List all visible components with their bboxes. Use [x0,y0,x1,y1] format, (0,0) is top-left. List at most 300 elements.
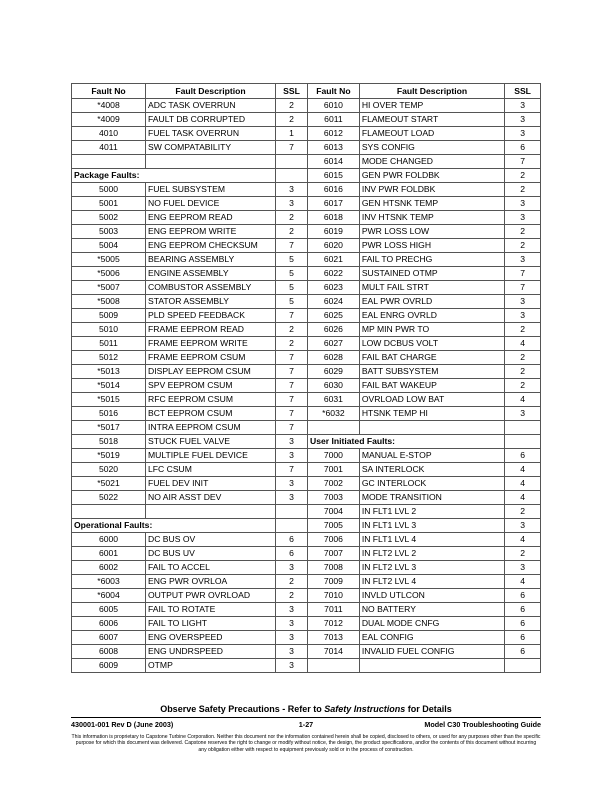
ssl-cell: 7 [276,365,308,379]
table-row [308,561,541,575]
fault-number-cell: 6009 [72,659,146,673]
fault-description-cell: ENG EEPROM CHECKSUM [146,239,276,253]
fault-description-cell: FAIL TO ACCEL [146,561,276,575]
fault-description-cell: BEARING ASSEMBLY [146,253,276,267]
fault-number-cell: 6026 [308,323,360,337]
table-row [72,463,308,477]
section-row [308,435,541,449]
fault-number-cell: 6018 [308,211,360,225]
fault-number-cell: 6002 [72,561,146,575]
table-row [72,561,308,575]
ssl-cell: 3 [276,449,308,463]
ssl-cell: 6 [505,631,541,645]
ssl-cell: 4 [505,533,541,547]
fault-number-cell: *5015 [72,393,146,407]
ssl-cell: 7 [276,393,308,407]
fault-number-cell: *5014 [72,379,146,393]
fault-number-cell: 6021 [308,253,360,267]
ssl-cell: 7 [505,155,541,169]
table-row [308,365,541,379]
fault-number-cell: 7005 [308,519,360,533]
fault-description-cell: SA INTERLOCK [359,463,504,477]
fault-description-cell [359,659,504,673]
fault-description-cell: DISPLAY EEPROM CSUM [146,365,276,379]
fault-number-cell: 6016 [308,183,360,197]
ssl-cell: 2 [505,183,541,197]
ssl-cell: 7 [276,309,308,323]
table-row [72,659,308,673]
ssl-cell: 3 [505,127,541,141]
fault-description-cell: ENG OVERSPEED [146,631,276,645]
ssl-cell: 3 [276,603,308,617]
ssl-cell: 5 [276,295,308,309]
fault-number-cell: *5006 [72,267,146,281]
fault-description-cell: BCT EEPROM CSUM [146,407,276,421]
header-row [72,84,308,99]
ssl-cell: 4 [505,463,541,477]
table-row [308,393,541,407]
fault-description-cell: FUEL DEV INIT [146,477,276,491]
table-row [308,477,541,491]
table-row [308,309,541,323]
ssl-cell: 3 [505,253,541,267]
fault-number-cell: 7003 [308,491,360,505]
fault-description-cell: SPV EEPROM CSUM [146,379,276,393]
fault-description-cell: DUAL MODE CNFG [359,617,504,631]
table-row [72,421,308,435]
fault-number-cell [72,505,146,519]
ssl-cell [505,659,541,673]
fault-number-cell: 6025 [308,309,360,323]
ssl-cell: 2 [505,547,541,561]
ssl-cell: 7 [276,407,308,421]
ssl-cell: 5 [276,267,308,281]
ssl-cell [276,505,308,519]
table-row [72,337,308,351]
ssl-cell: 2 [276,337,308,351]
fault-table-right [307,83,541,673]
ssl-cell: 7 [505,267,541,281]
ssl-cell: 3 [505,519,541,533]
fault-description-cell: ADC TASK OVERRUN [146,99,276,113]
safety-caution [0,704,612,714]
section-row [72,519,308,533]
fault-number-cell: 5018 [72,435,146,449]
fault-number-cell: 6030 [308,379,360,393]
table-row [72,477,308,491]
fault-description-cell: LFC CSUM [146,463,276,477]
table-row [308,239,541,253]
fault-description-cell: EAL ENRG OVRLD [359,309,504,323]
fault-description-cell: INV PWR FOLDBK [359,183,504,197]
fault-number-cell: *5008 [72,295,146,309]
ssl-cell: 3 [276,561,308,575]
table-row [72,603,308,617]
fault-number-cell: 5010 [72,323,146,337]
ssl-cell: 4 [505,491,541,505]
table-row [72,197,308,211]
fault-number-cell [308,659,360,673]
table-row [72,309,308,323]
fault-number-cell: 6011 [308,113,360,127]
fault-number-cell: 5002 [72,211,146,225]
fault-number-cell: 7009 [308,575,360,589]
header-row [308,84,541,99]
fault-number-cell: *4009 [72,113,146,127]
ssl-cell: 3 [276,435,308,449]
fault-description-cell: FRAME EEPROM CSUM [146,351,276,365]
ssl-cell: 2 [505,225,541,239]
fault-description-cell: IN FLT2 LVL 3 [359,561,504,575]
ssl-cell: 3 [276,631,308,645]
fault-description-cell: SW COMPATABILITY [146,141,276,155]
ssl-cell: 3 [505,561,541,575]
fault-number-cell: 7011 [308,603,360,617]
fault-description-cell: FUEL SUBSYSTEM [146,183,276,197]
ssl-cell: 3 [505,99,541,113]
table-row [308,449,541,463]
ssl-cell: 4 [505,393,541,407]
fault-description-cell: INV HTSNK TEMP [359,211,504,225]
table-row [308,225,541,239]
section-heading: Operational Faults: [72,519,276,533]
fault-number-cell: 7006 [308,533,360,547]
ssl-cell: 7 [276,141,308,155]
fault-description-cell: FAIL TO PRECHG [359,253,504,267]
fault-description-cell: SUSTAINED OTMP [359,267,504,281]
fault-number-cell: 7012 [308,617,360,631]
fault-number-cell: 7000 [308,449,360,463]
ssl-cell: 3 [505,211,541,225]
fault-description-cell: BATT SUBSYSTEM [359,365,504,379]
table-row [308,127,541,141]
ssl-cell: 3 [276,645,308,659]
fault-number-cell: 7013 [308,631,360,645]
fault-number-cell: 5001 [72,197,146,211]
table-row [72,575,308,589]
ssl-cell: 2 [276,589,308,603]
fault-description-cell: FAIL BAT CHARGE [359,351,504,365]
fault-number-cell: 5012 [72,351,146,365]
fault-description-cell: FAULT DB CORRUPTED [146,113,276,127]
fault-number-cell: *4008 [72,99,146,113]
ssl-cell [276,155,308,169]
table-row [308,323,541,337]
fault-description-cell [146,155,276,169]
header-fault-description: Fault Description [146,84,276,99]
ssl-cell: 3 [276,617,308,631]
fault-number-cell: 5000 [72,183,146,197]
table-row [308,155,541,169]
fault-description-cell: IN FLT2 LVL 4 [359,575,504,589]
table-row [308,351,541,365]
table-row [308,407,541,421]
ssl-cell: 3 [505,113,541,127]
fault-table-right-body [308,99,541,673]
ssl-cell: 2 [505,351,541,365]
table-row [72,281,308,295]
table-row [308,379,541,393]
fault-number-cell: 7014 [308,645,360,659]
fault-description-cell: HTSNK TEMP HI [359,407,504,421]
ssl-cell: 2 [505,379,541,393]
table-row [72,239,308,253]
fault-description-cell: COMBUSTOR ASSEMBLY [146,281,276,295]
fault-number-cell: 6027 [308,337,360,351]
ssl-cell: 2 [505,505,541,519]
section-spacer [505,435,541,449]
table-row [72,645,308,659]
fault-number-cell: 7002 [308,477,360,491]
table-row [308,337,541,351]
table-row [72,351,308,365]
header-fault-no: Fault No [72,84,146,99]
fault-number-cell: *5013 [72,365,146,379]
ssl-cell: 6 [505,603,541,617]
table-row [308,547,541,561]
ssl-cell: 6 [505,589,541,603]
ssl-cell: 3 [505,309,541,323]
table-row [72,253,308,267]
table-row [72,267,308,281]
ssl-cell: 6 [505,449,541,463]
table-row [308,113,541,127]
fault-description-cell: IN FLT1 LVL 2 [359,505,504,519]
header-ssl: SSL [276,84,308,99]
fault-number-cell: 7001 [308,463,360,477]
table-row [308,169,541,183]
ssl-cell: 7 [505,281,541,295]
fault-description-cell: RFC EEPROM CSUM [146,393,276,407]
fault-description-cell: LOW DCBUS VOLT [359,337,504,351]
fault-number-cell: *6004 [72,589,146,603]
fault-number-cell: 6019 [308,225,360,239]
table-row [72,211,308,225]
table-row [72,505,308,519]
fault-description-cell: PWR LOSS HIGH [359,239,504,253]
table-row [72,533,308,547]
table-row [308,659,541,673]
fault-number-cell: 5009 [72,309,146,323]
ssl-cell: 4 [505,477,541,491]
ssl-cell: 7 [276,421,308,435]
table-row [308,281,541,295]
table-row [308,295,541,309]
ssl-cell: 7 [276,379,308,393]
fault-description-cell: ENG UNDRSPEED [146,645,276,659]
table-row [72,449,308,463]
fault-description-cell: IN FLT1 LVL 3 [359,519,504,533]
table-row [72,491,308,505]
table-row [308,421,541,435]
fault-description-cell: NO FUEL DEVICE [146,197,276,211]
fault-number-cell: *5017 [72,421,146,435]
fault-number-cell: 6029 [308,365,360,379]
legal-notice: This information is proprietary to Capstone Turbine Corporation. Neither this document nor the information contained herein shall be copied, disclosed to others, or used for any purposes other than the specific purpose for which this document was delivered. Capstone reserves the right to change or modify without notice, the design, the product specifications, and/or the contents of this document without incurring any obligation either with respect to equipment previously sold or in the process of construction. [71,734,541,753]
table-row [72,127,308,141]
fault-number-cell: 6020 [308,239,360,253]
ssl-cell: 6 [505,617,541,631]
fault-number-cell: 6028 [308,351,360,365]
ssl-cell: 3 [276,659,308,673]
fault-description-cell: MODE TRANSITION [359,491,504,505]
fault-number-cell: 5016 [72,407,146,421]
fault-number-cell: 6001 [72,547,146,561]
ssl-cell: 3 [276,183,308,197]
fault-description-cell: INTRA EEPROM CSUM [146,421,276,435]
ssl-cell: 2 [276,575,308,589]
caution-prefix: Observe Safety Precautions - Refer to [160,704,325,714]
fault-description-cell [359,421,504,435]
ssl-cell: 7 [276,351,308,365]
fault-description-cell [146,505,276,519]
fault-description-cell: ENG PWR OVRLOA [146,575,276,589]
table-row [72,631,308,645]
fault-description-cell: STATOR ASSEMBLY [146,295,276,309]
fault-number-cell: 5022 [72,491,146,505]
fault-description-cell: NO BATTERY [359,603,504,617]
ssl-cell: 3 [505,197,541,211]
fault-number-cell: 6010 [308,99,360,113]
fault-description-cell: EAL PWR OVRLD [359,295,504,309]
doc-id: 430001-001 Rev D (June 2003) [71,720,174,729]
fault-number-cell: 6023 [308,281,360,295]
ssl-cell: 1 [276,127,308,141]
fault-description-cell: IN FLT2 LVL 2 [359,547,504,561]
fault-description-cell: PLD SPEED FEEDBACK [146,309,276,323]
table-row [308,533,541,547]
fault-description-cell: INVLD UTLCON [359,589,504,603]
ssl-cell: 3 [505,407,541,421]
fault-number-cell: *5005 [72,253,146,267]
fault-number-cell: 4010 [72,127,146,141]
fault-description-cell: FLAMEOUT START [359,113,504,127]
fault-number-cell: 4011 [72,141,146,155]
fault-description-cell: FLAMEOUT LOAD [359,127,504,141]
table-row [72,617,308,631]
table-row [308,575,541,589]
fault-number-cell [308,421,360,435]
fault-number-cell: 6017 [308,197,360,211]
ssl-cell: 5 [276,281,308,295]
ssl-cell: 5 [276,253,308,267]
table-row [72,407,308,421]
fault-number-cell: *5021 [72,477,146,491]
fault-description-cell: INVALID FUEL CONFIG [359,645,504,659]
fault-description-cell: DC BUS OV [146,533,276,547]
caution-emphasis: Safety Instructions [324,704,406,714]
fault-description-cell: OTMP [146,659,276,673]
table-row [72,435,308,449]
ssl-cell: 6 [276,547,308,561]
fault-description-cell: SYS CONFIG [359,141,504,155]
ssl-cell: 3 [276,491,308,505]
fault-number-cell: 6014 [308,155,360,169]
table-row [72,225,308,239]
fault-number-cell: 6012 [308,127,360,141]
ssl-cell: 2 [276,225,308,239]
table-row [72,155,308,169]
section-spacer [276,169,308,183]
fault-number-cell: 5003 [72,225,146,239]
fault-description-cell: MULTIPLE FUEL DEVICE [146,449,276,463]
fault-description-cell: GEN HTSNK TEMP [359,197,504,211]
table-row [308,99,541,113]
ssl-cell: 4 [505,575,541,589]
table-row [72,365,308,379]
ssl-cell: 3 [276,197,308,211]
fault-number-cell: *6032 [308,407,360,421]
ssl-cell: 3 [276,477,308,491]
fault-description-cell: GEN PWR FOLDBK [359,169,504,183]
fault-description-cell: ENGINE ASSEMBLY [146,267,276,281]
table-row [72,183,308,197]
table-row [308,141,541,155]
table-row [308,603,541,617]
fault-number-cell: *5007 [72,281,146,295]
table-row [72,589,308,603]
fault-description-cell: GC INTERLOCK [359,477,504,491]
fault-number-cell: 6013 [308,141,360,155]
fault-number-cell: 6007 [72,631,146,645]
table-row [308,519,541,533]
fault-description-cell: EAL CONFIG [359,631,504,645]
table-row [72,141,308,155]
ssl-cell: 6 [276,533,308,547]
fault-description-cell: FAIL TO LIGHT [146,617,276,631]
fault-number-cell: 5004 [72,239,146,253]
table-row [308,197,541,211]
ssl-cell: 2 [505,323,541,337]
fault-number-cell [72,155,146,169]
fault-number-cell: 6005 [72,603,146,617]
table-row [72,295,308,309]
ssl-cell: 4 [505,337,541,351]
fault-number-cell: 6000 [72,533,146,547]
fault-description-cell: ENG EEPROM WRITE [146,225,276,239]
table-row [308,267,541,281]
table-row [308,589,541,603]
ssl-cell: 2 [505,169,541,183]
fault-number-cell: 5011 [72,337,146,351]
table-row [72,547,308,561]
fault-number-cell: 6008 [72,645,146,659]
caution-suffix: for Details [405,704,452,714]
ssl-cell: 2 [276,211,308,225]
table-row [308,211,541,225]
fault-description-cell: STUCK FUEL VALVE [146,435,276,449]
fault-number-cell: 7007 [308,547,360,561]
fault-number-cell: 7008 [308,561,360,575]
fault-number-cell: 7004 [308,505,360,519]
fault-number-cell: 6031 [308,393,360,407]
fault-number-cell: 6022 [308,267,360,281]
doc-title: Model C30 Troubleshooting Guide [424,720,541,729]
fault-number-cell: 5020 [72,463,146,477]
section-row [72,169,308,183]
fault-description-cell: MP MIN PWR TO [359,323,504,337]
table-row [308,491,541,505]
fault-number-cell: 6024 [308,295,360,309]
fault-description-cell: HI OVER TEMP [359,99,504,113]
ssl-cell: 6 [505,645,541,659]
table-row [308,183,541,197]
table-row [308,253,541,267]
fault-number-cell: 6006 [72,617,146,631]
table-row [72,99,308,113]
fault-description-cell: ENG EEPROM READ [146,211,276,225]
fault-description-cell: MULT FAIL STRT [359,281,504,295]
